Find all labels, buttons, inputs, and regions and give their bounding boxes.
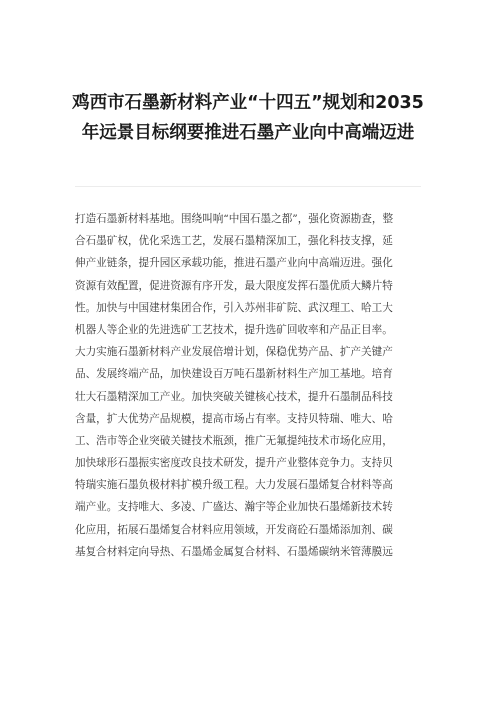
body-line: 含量，扩大优势产品规模，提高市场占有率。支持贝特瑞、唯大、哈 <box>75 412 393 425</box>
body-line: 端产业。支持唯大、多凌、广盛达、瀚宇等企业加快石墨烯新技术转 <box>75 501 393 514</box>
body-line: 合石墨矿权，优化采选工艺，发展石墨精深加工，强化科技支撑，延 <box>75 235 393 248</box>
body-line: 特瑞实施石墨负极材料扩模升级工程。大力发展石墨烯复合材料等高 <box>75 479 393 492</box>
body-line: 伸产业链条，提升园区承载功能，推进石墨产业向中高端迈进。强化 <box>75 257 393 270</box>
title-divider <box>75 186 421 187</box>
title-line: 鸡西市石墨新材料产业“十四五”规划和2035 <box>72 93 424 113</box>
title-line: 年远景目标纲要推进石墨产业向中高端迈进 <box>81 123 415 143</box>
body-line: 资源有效配置，促进资源有序开发，最大限度发挥石墨优质大鳞片特 <box>75 279 393 292</box>
body-line: 品、发展终端产品，加快建设百万吨石墨新材料生产加工基地。培育 <box>75 368 393 381</box>
body-line: 工、浩市等企业突破关键技术瓶颈，推广无氟提纯技术市场化应用， <box>75 434 393 447</box>
body-line: 大力实施石墨新材料产业发展倍增计划，保稳优势产品、扩产关键产 <box>75 346 393 359</box>
body-line: 基复合材料定向导热、石墨烯金属复合材料、石墨烯碳纳米管薄膜远 <box>75 545 393 558</box>
document-body <box>75 208 421 563</box>
body-line: 壮大石墨精深加工产业。加快突破关键核心技术，提升石墨制品科技 <box>75 390 393 403</box>
document-title <box>30 88 466 148</box>
body-line: 化应用，拓展石墨烯复合材料应用领域，开发商砼石墨烯添加剂、碳 <box>75 523 393 536</box>
body-line: 加快球形石墨振实密度改良技术研发，提升产业整体竞争力。支持贝 <box>75 457 393 470</box>
body-line: 打造石墨新材料基地。围绕叫响“中国石墨之都”，强化资源勘查，整 <box>75 213 394 225</box>
body-line: 机器人等企业的先进选矿工艺技术，提升选矿回收率和产品正目率。 <box>75 323 393 336</box>
body-line: 性。加快与中国建材集团合作，引入苏州非矿院、武汉理工、哈工大 <box>75 301 393 314</box>
